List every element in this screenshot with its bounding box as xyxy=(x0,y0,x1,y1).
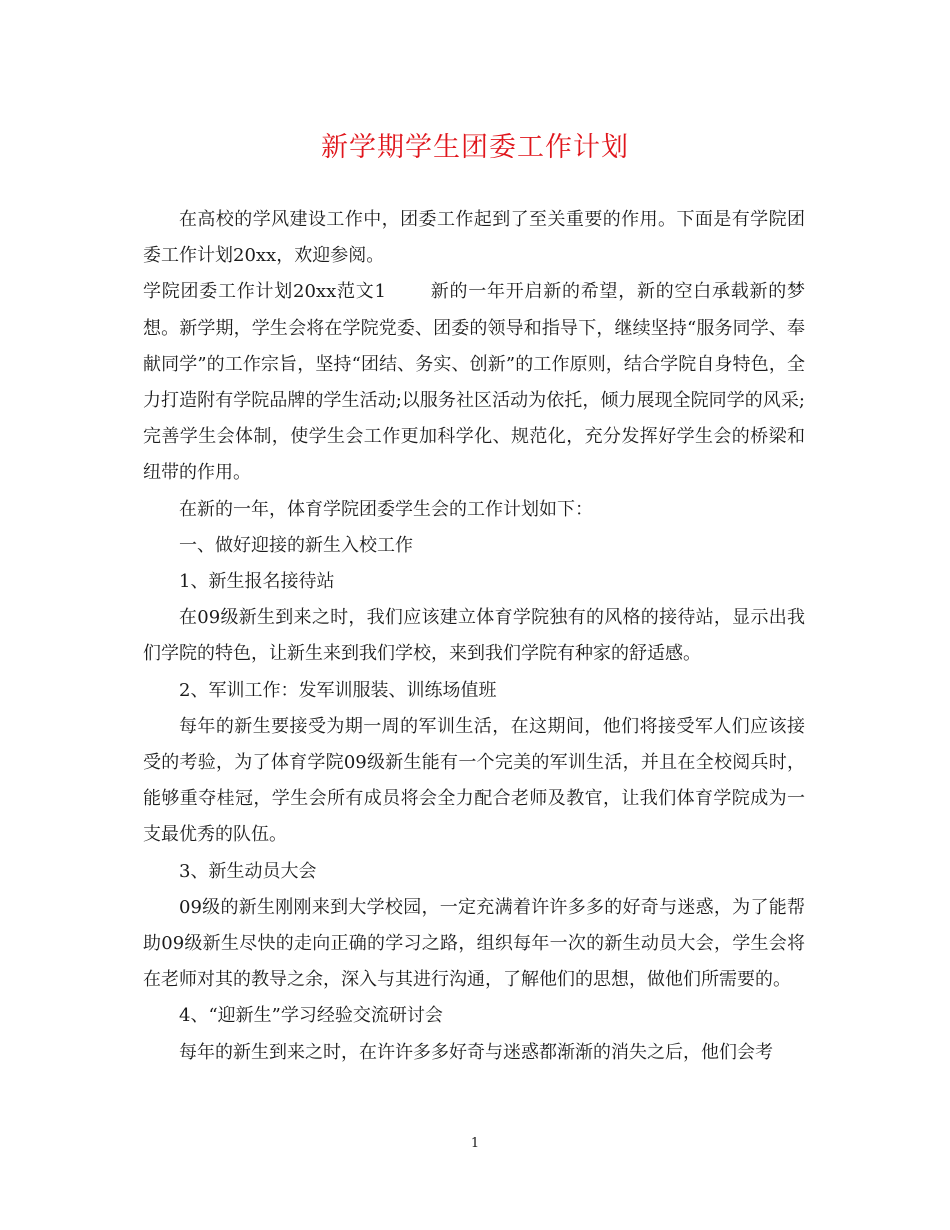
subsection-heading: 2、军训工作：发军训服装、训练场值班 xyxy=(179,679,497,701)
section-heading: 一、做好迎接的新生入校工作 xyxy=(179,534,413,556)
body-paragraph: 09级的新生刚刚来到大学校园，一定充满着许许多多的好奇与迷惑，为了能帮助09级新生尽快的走向正确的学习之路，组织每年一次的新生动员大会，学生会将在老师对其的教导之余，深入与其进行沟通，了解他们的思想，做他们所需要的。 xyxy=(143,896,805,991)
sample-text: 新的一年开启新的希望，新的空白承载新的梦想。新学期，学生会将在学院党委、团委的领导和指导下，继续坚持“服务同学、奉献同学”的工作宗旨，坚持“团结、务实、创新”的工作原则，结合学院自身特色，全力打造附有学院品牌的学生活动;以服务社区活动为依托，倾力展现全院同学的风采;完善学生会体制，使学生会工作更加科学化、规范化，充分发挥好学生会的桥梁和纽带的作用。 xyxy=(143,281,805,484)
plan-intro-paragraph: 在新的一年，体育学院团委学生会的工作计划如下： xyxy=(179,498,593,520)
subsection-heading: 4、“迎新生”学习经验交流研讨会 xyxy=(179,1005,443,1027)
page-number: 1 xyxy=(470,1136,480,1151)
subsection-heading: 3、新生动员大会 xyxy=(179,860,317,882)
subsection-heading: 1、新生报名接待站 xyxy=(179,571,335,593)
document-body xyxy=(143,202,805,1071)
body-paragraph: 每年的新生要接受为期一周的军训生活，在这期间，他们将接受军人们应该接受的考验，为了体育学院09级新生能有一个完美的军训生活，并且在全校阅兵时，能够重夺桂冠，学生会所有成员将会全力配合老师及教官，让我们体育学院成为一支最优秀的队伍。 xyxy=(143,715,805,846)
body-paragraph: 在09级新生到来之时，我们应该建立体育学院独有的风格的接待站，显示出我们学院的特色，让新生来到我们学校，来到我们学院有种家的舒适感。 xyxy=(143,607,805,665)
sample-heading: 学院团委工作计划20xx范文1 xyxy=(143,281,386,303)
body-paragraph: 每年的新生到来之时，在许许多多好奇与迷惑都渐渐的消失之后，他们会考 xyxy=(179,1041,773,1063)
sample-paragraph xyxy=(143,274,805,491)
document-title: 新学期学生团委工作计划 xyxy=(321,132,629,163)
intro-paragraph: 在高校的学风建设工作中，团委工作起到了至关重要的作用。下面是有学院团委工作计划20xx，欢迎参阅。 xyxy=(143,209,805,267)
